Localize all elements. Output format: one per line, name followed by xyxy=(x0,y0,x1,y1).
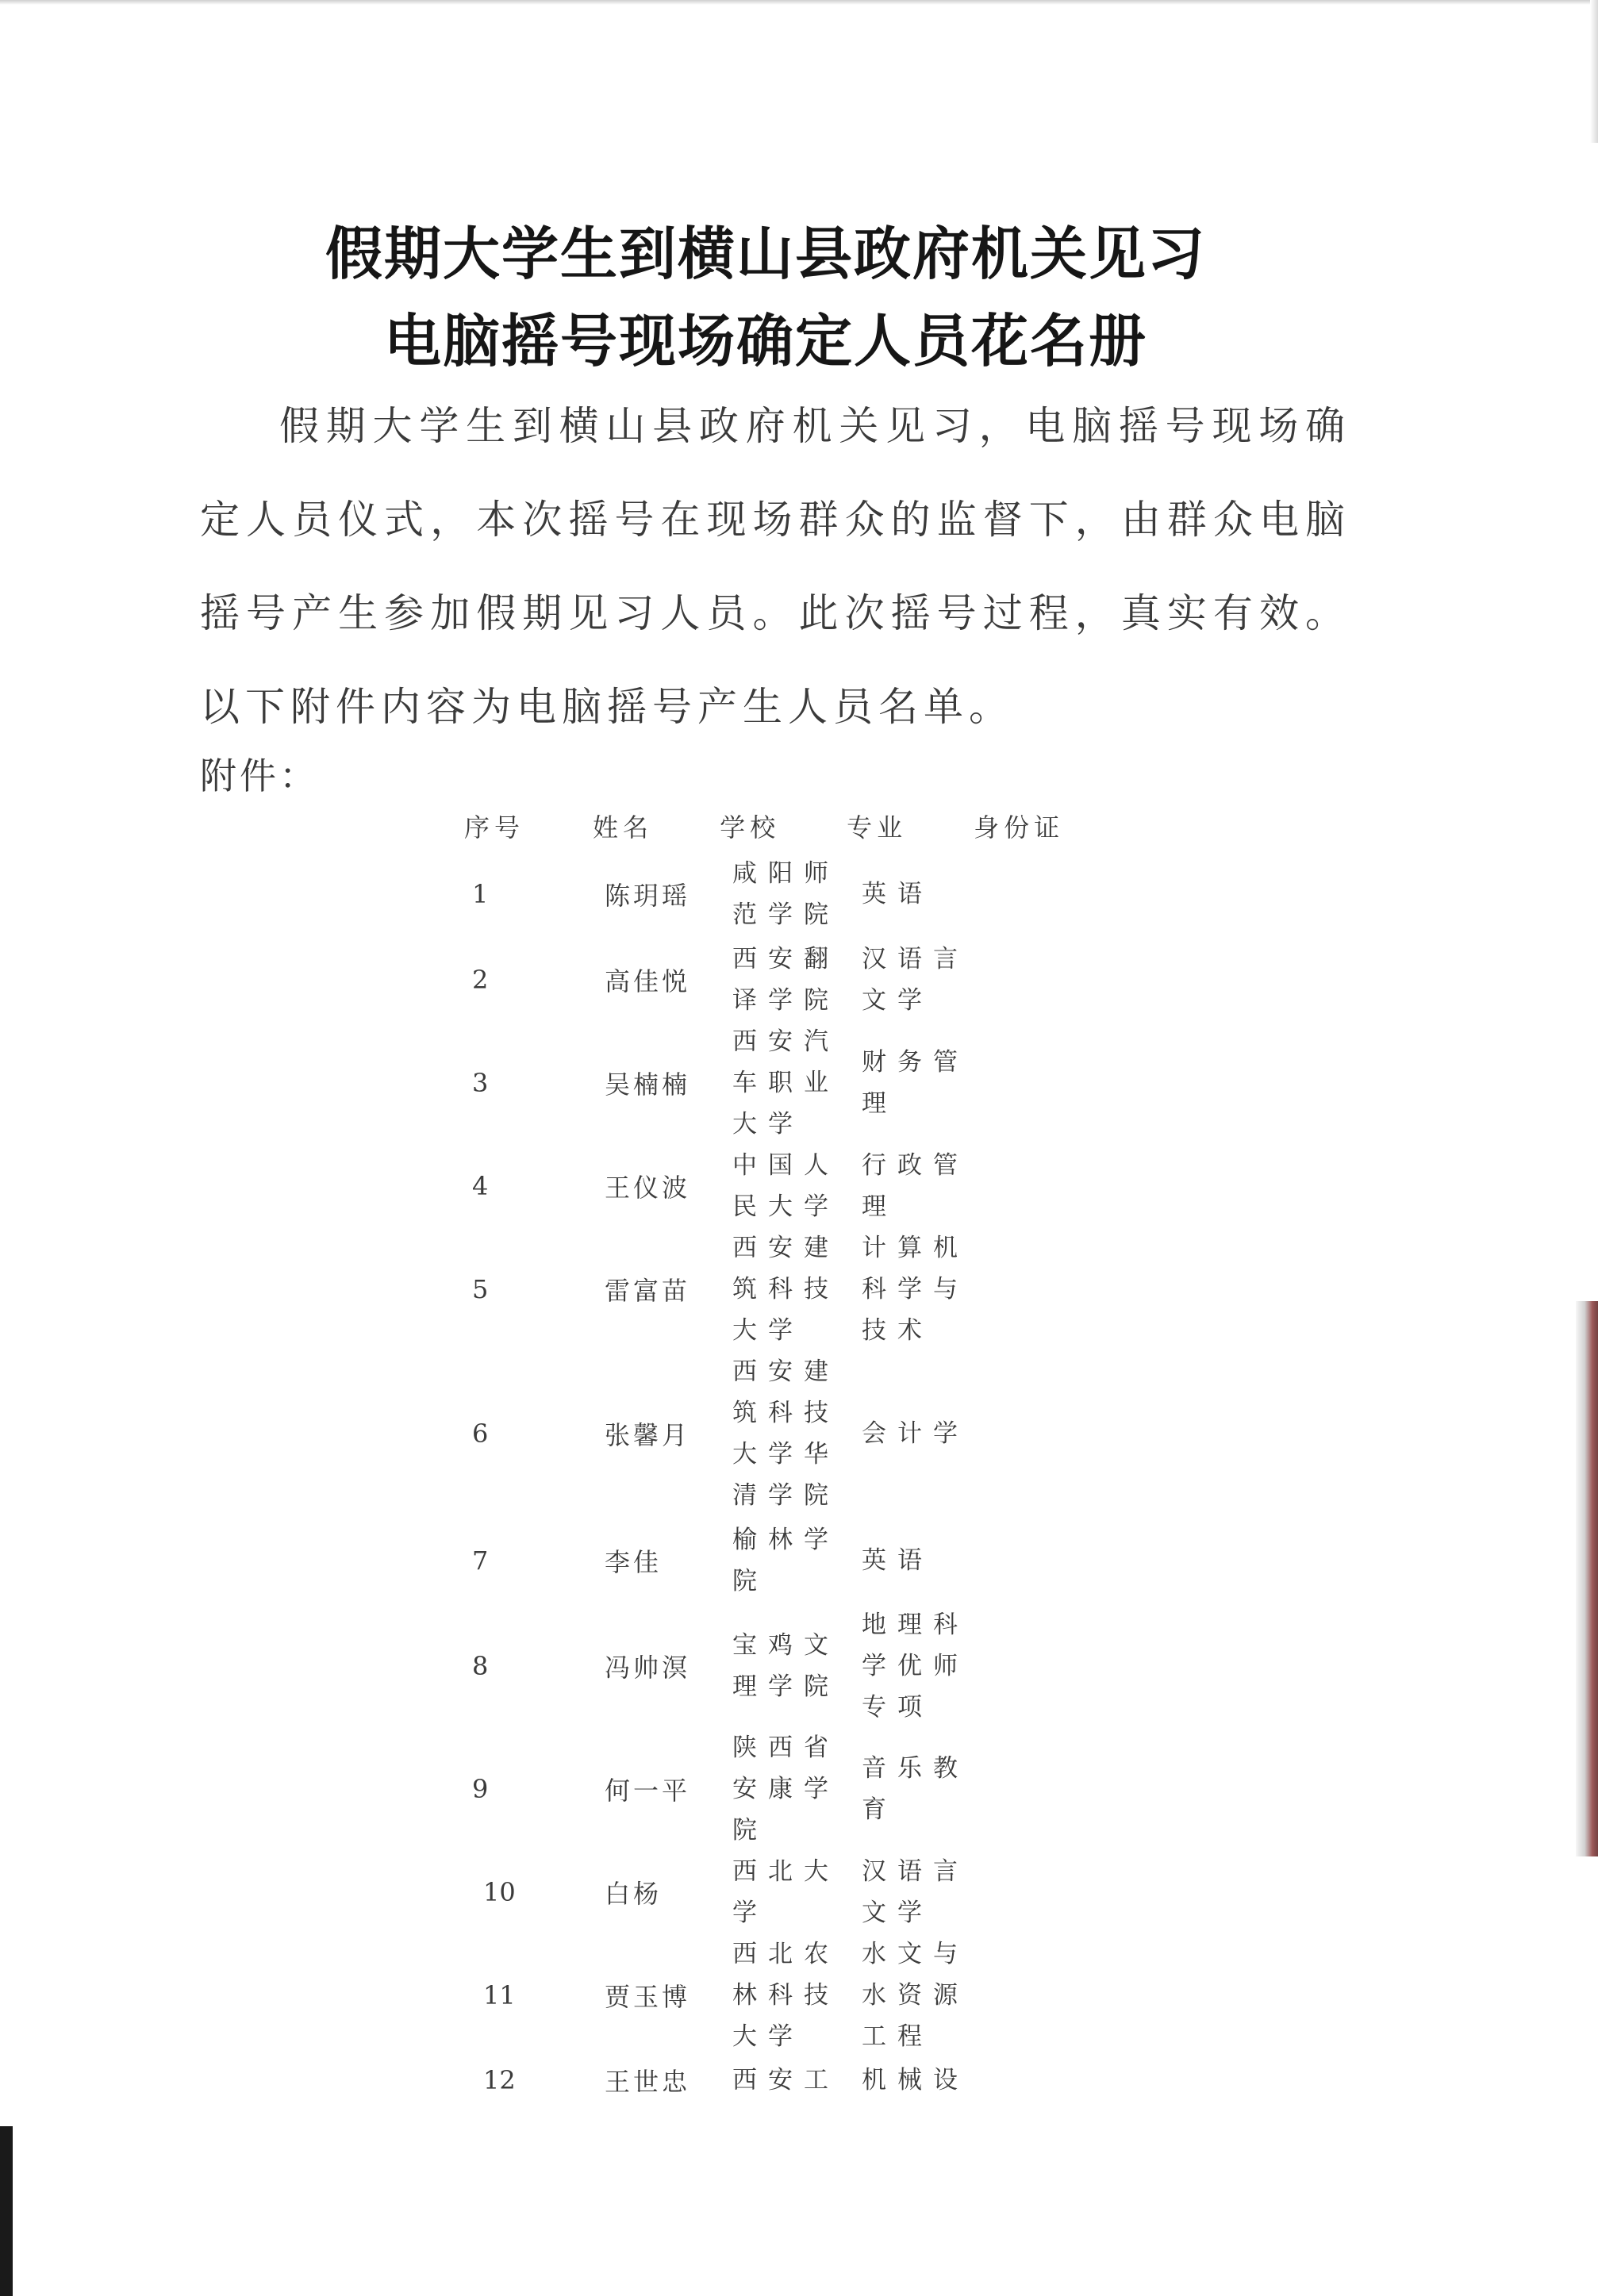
cell-major xyxy=(854,1413,983,1454)
cell-major-line: 水文与 xyxy=(862,1939,969,1968)
cell-name: 雷富苗 xyxy=(605,1275,691,1306)
cell-name: 王世忠 xyxy=(605,2067,691,2097)
cell-name: 冯帅溟 xyxy=(605,1652,691,1683)
cell-major-line: 机械设 xyxy=(862,2066,969,2094)
scan-edge-right-mid xyxy=(1576,1301,1598,1856)
table-row xyxy=(464,1021,1067,1144)
cell-major-line: 文学 xyxy=(862,985,933,1015)
cell-school-line: 大学华 xyxy=(732,1440,839,1469)
document-title-line2: 电脑摇号现场确定人员花名册 xyxy=(383,308,1147,374)
cell-major xyxy=(854,1748,983,1830)
cell-school-line: 车职业 xyxy=(732,1068,839,1097)
cell-school-line: 大学 xyxy=(732,1109,804,1138)
cell-seq: 7 xyxy=(472,1545,489,1576)
table-body xyxy=(464,850,1067,2104)
cell-major-line: 文学 xyxy=(862,1898,933,1927)
cell-school xyxy=(724,1625,854,1707)
header-id: 身份证 xyxy=(974,812,1065,843)
cell-school xyxy=(724,1351,854,1516)
cell-major-line: 英语 xyxy=(862,880,933,908)
cell-major-line: 学优师 xyxy=(862,1651,969,1680)
cell-school-line: 筑科技 xyxy=(732,1274,839,1303)
cell-school xyxy=(724,1727,854,1851)
header-seq: 序号 xyxy=(464,812,525,843)
cell-major-line: 科学与 xyxy=(862,1274,969,1303)
scan-edge-right-top xyxy=(1590,0,1598,143)
cell-major-line: 工程 xyxy=(862,2021,933,2051)
cell-school xyxy=(724,853,854,935)
cell-school xyxy=(724,1021,854,1145)
cell-school xyxy=(724,2060,854,2101)
cell-major-line: 财务管 xyxy=(862,1047,969,1077)
document-paragraph: 假期大学生到横山县政府机关见习，电脑摇号现场确定人员仪式，本次摇号在现场群众的监督下，由群众电脑摇号产生参加假期见习人员。此次摇号过程，真实有效。以下附件内容为电脑摇号产生人员名单。 xyxy=(200,403,1350,730)
cell-seq: 10 xyxy=(483,1876,516,1907)
cell-major xyxy=(854,873,983,915)
header-name: 姓名 xyxy=(593,812,654,843)
cell-school xyxy=(724,1227,854,1351)
cell-seq: 2 xyxy=(472,964,489,995)
cell-name: 张馨月 xyxy=(605,1420,691,1450)
table-row xyxy=(464,1144,1067,1227)
cell-school-line: 理学院 xyxy=(732,1672,839,1701)
cell-major xyxy=(854,1851,983,1933)
cell-school-line: 西安工 xyxy=(732,2066,839,2094)
cell-school-line: 西北农 xyxy=(732,1939,839,1968)
cell-name: 李佳 xyxy=(605,1547,663,1577)
cell-school-line: 西安建 xyxy=(732,1233,839,1262)
cell-seq: 12 xyxy=(483,2065,516,2095)
cell-major-line: 计算机 xyxy=(862,1233,969,1262)
cell-school xyxy=(724,1519,854,1602)
table-row xyxy=(464,1727,1067,1850)
cell-major-line: 会计学 xyxy=(862,1419,969,1448)
cell-school-line: 院 xyxy=(732,1815,768,1845)
cell-school-line: 西安汽 xyxy=(732,1027,839,1056)
cell-name: 何一平 xyxy=(605,1775,691,1806)
header-major: 专业 xyxy=(847,812,908,843)
cell-major-line: 技术 xyxy=(862,1315,933,1345)
cell-major-line: 专项 xyxy=(862,1692,933,1722)
cell-school xyxy=(724,1933,854,2057)
cell-name: 贾玉博 xyxy=(605,1981,691,2012)
table-row xyxy=(464,1850,1067,1933)
cell-major-line: 育 xyxy=(862,1795,897,1824)
cell-school-line: 宝鸡文 xyxy=(732,1630,839,1660)
cell-name: 吴楠楠 xyxy=(605,1069,691,1100)
cell-major xyxy=(854,939,983,1021)
table-header xyxy=(464,801,1067,850)
table-row xyxy=(464,1227,1067,1350)
cell-school-line: 林科技 xyxy=(732,1980,839,2010)
scan-edge-top xyxy=(0,0,1598,5)
cell-major xyxy=(854,1933,983,2057)
cell-name: 陈玥瑶 xyxy=(605,881,691,911)
cell-seq: 4 xyxy=(472,1170,489,1201)
cell-major xyxy=(854,1540,983,1581)
cell-school-line: 民大学 xyxy=(732,1192,839,1221)
cell-major-line: 地理科 xyxy=(862,1610,969,1639)
table-row xyxy=(464,2056,1067,2104)
table-row xyxy=(464,1517,1067,1604)
cell-seq: 1 xyxy=(472,879,489,909)
cell-school-line: 院 xyxy=(732,1567,768,1595)
scan-edge-left xyxy=(0,2126,13,2296)
cell-school xyxy=(724,1145,854,1227)
cell-major xyxy=(854,1042,983,1124)
cell-school-line: 学 xyxy=(732,1898,768,1927)
document-title-line1: 假期大学生到横山县政府机关见习 xyxy=(325,221,1206,287)
cell-seq: 9 xyxy=(472,1773,489,1804)
cell-school-line: 大学 xyxy=(732,1315,804,1345)
table-row xyxy=(464,938,1067,1021)
cell-school-line: 陕西省 xyxy=(732,1733,839,1762)
cell-major-line: 汉语言 xyxy=(862,1856,969,1886)
cell-name: 白杨 xyxy=(605,1878,663,1909)
cell-school-line: 筑科技 xyxy=(732,1399,839,1427)
cell-major-line: 理 xyxy=(862,1088,897,1118)
cell-major-line: 理 xyxy=(862,1192,897,1221)
cell-school-line: 西安建 xyxy=(732,1357,839,1386)
cell-school-line: 范学院 xyxy=(732,900,839,929)
cell-major-line: 水资源 xyxy=(862,1980,969,2010)
attachment-label: 附件： xyxy=(200,754,319,797)
cell-seq: 5 xyxy=(472,1273,489,1304)
cell-school xyxy=(724,1851,854,1933)
cell-major-line: 汉语言 xyxy=(862,944,969,973)
cell-major xyxy=(854,1145,983,1227)
cell-school-line: 大学 xyxy=(732,2021,804,2051)
cell-major-line: 音乐教 xyxy=(862,1753,969,1783)
cell-school-line: 清学院 xyxy=(732,1481,839,1510)
cell-seq: 6 xyxy=(472,1419,489,1449)
cell-school-line: 安康学 xyxy=(732,1774,839,1803)
cell-major xyxy=(854,1604,983,1728)
table-row xyxy=(464,1933,1067,2056)
cell-school-line: 榆林学 xyxy=(732,1526,839,1554)
cell-school xyxy=(724,939,854,1021)
table-row xyxy=(464,850,1067,938)
table-row xyxy=(464,1350,1067,1517)
cell-school-line: 西安翻 xyxy=(732,944,839,973)
roster-table xyxy=(464,801,1067,2104)
cell-major xyxy=(854,1227,983,1351)
table-row xyxy=(464,1604,1067,1727)
cell-seq: 3 xyxy=(472,1067,489,1098)
cell-major-line: 英语 xyxy=(862,1546,933,1575)
cell-name: 王仪波 xyxy=(605,1172,691,1203)
cell-school-line: 中国人 xyxy=(732,1150,839,1180)
cell-major xyxy=(854,2060,983,2101)
cell-seq: 11 xyxy=(483,1979,516,2010)
cell-school-line: 西北大 xyxy=(732,1856,839,1886)
header-school: 学校 xyxy=(720,812,781,843)
cell-seq: 8 xyxy=(472,1650,489,1681)
cell-major-line: 行政管 xyxy=(862,1150,969,1180)
cell-school-line: 译学院 xyxy=(732,985,839,1015)
cell-name: 高佳悦 xyxy=(605,966,691,996)
cell-school-line: 咸阳师 xyxy=(732,859,839,888)
